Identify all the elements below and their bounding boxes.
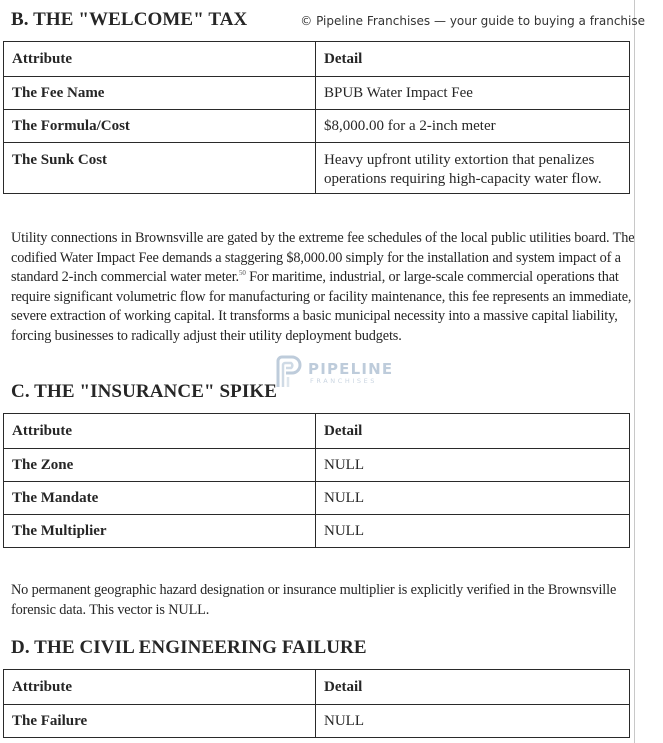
row-key: The Sunk Cost	[4, 143, 316, 194]
row-key: The Mandate	[4, 482, 316, 515]
section-heading-welcome-tax: B. THE "WELCOME" TAX	[11, 9, 248, 30]
row-value: NULL	[316, 705, 630, 738]
column-header-attribute: Attribute	[4, 670, 316, 705]
table-header-row	[4, 670, 630, 705]
footnote-marker[interactable]: 50	[238, 269, 246, 278]
table-row	[4, 110, 630, 143]
column-header-attribute: Attribute	[4, 42, 316, 77]
attribution-watermark: © Pipeline Franchises — your guide to buying a franchise	[300, 14, 645, 28]
pipeline-logo	[274, 355, 394, 389]
table-row	[4, 449, 630, 482]
table-row	[4, 77, 630, 110]
section-heading-insurance-spike: C. THE "INSURANCE" SPIKE	[11, 381, 277, 402]
row-value: BPUB Water Impact Fee	[316, 77, 630, 110]
paragraph-text: For maritime, industrial, or large-scale commercial operations that require significant volumetric flow for manufacturing or facility maintenance, this fee represents an immediate, severe extraction of working capital. It transforms a basic municipal necessity into a massive capital liability, forcing businesses to radically adjust their utility deployment budgets.	[11, 269, 632, 344]
row-value: NULL	[316, 515, 630, 548]
row-key: The Zone	[4, 449, 316, 482]
civil-engineering-table	[3, 669, 630, 738]
insurance-spike-table	[3, 413, 630, 548]
row-value: $8,000.00 for a 2-inch meter	[316, 110, 630, 143]
insurance-spike-paragraph: No permanent geographic hazard designation or insurance multiplier is explicitly verified in the Brownsville forensic data. This vector is NULL.	[11, 582, 617, 618]
column-header-attribute: Attribute	[4, 414, 316, 449]
pipeline-logo-icon	[274, 355, 304, 389]
row-value: NULL	[316, 482, 630, 515]
table-header-row	[4, 42, 630, 77]
page-margin	[635, 0, 663, 743]
logo-subtitle: FRANCHISES	[310, 377, 378, 385]
welcome-tax-paragraph	[11, 229, 635, 346]
column-header-detail: Detail	[316, 414, 630, 449]
row-key: The Multiplier	[4, 515, 316, 548]
logo-wordmark: PIPELINE	[308, 360, 394, 378]
column-header-detail: Detail	[316, 670, 630, 705]
row-key: The Failure	[4, 705, 316, 738]
row-value: Heavy upfront utility extortion that penalizes operations requiring high-capacity water flow.	[316, 143, 630, 194]
row-value: NULL	[316, 449, 630, 482]
welcome-tax-table	[3, 41, 630, 194]
column-header-detail: Detail	[316, 42, 630, 77]
table-header-row	[4, 414, 630, 449]
row-key: The Fee Name	[4, 77, 316, 110]
paragraph-text: Utility connections in Brownsville are gated by the extreme fee schedules of the local public utilities board. The codified Water Impact Fee demands a staggering $8,000.00 simply for the installation and system impact of a standard 2-inch commercial water meter.	[11, 230, 635, 285]
table-row	[4, 705, 630, 738]
section-heading-civil-engineering: D. THE CIVIL ENGINEERING FAILURE	[11, 637, 367, 658]
table-row	[4, 143, 630, 194]
table-row	[4, 515, 630, 548]
row-key: The Formula/Cost	[4, 110, 316, 143]
table-row	[4, 482, 630, 515]
